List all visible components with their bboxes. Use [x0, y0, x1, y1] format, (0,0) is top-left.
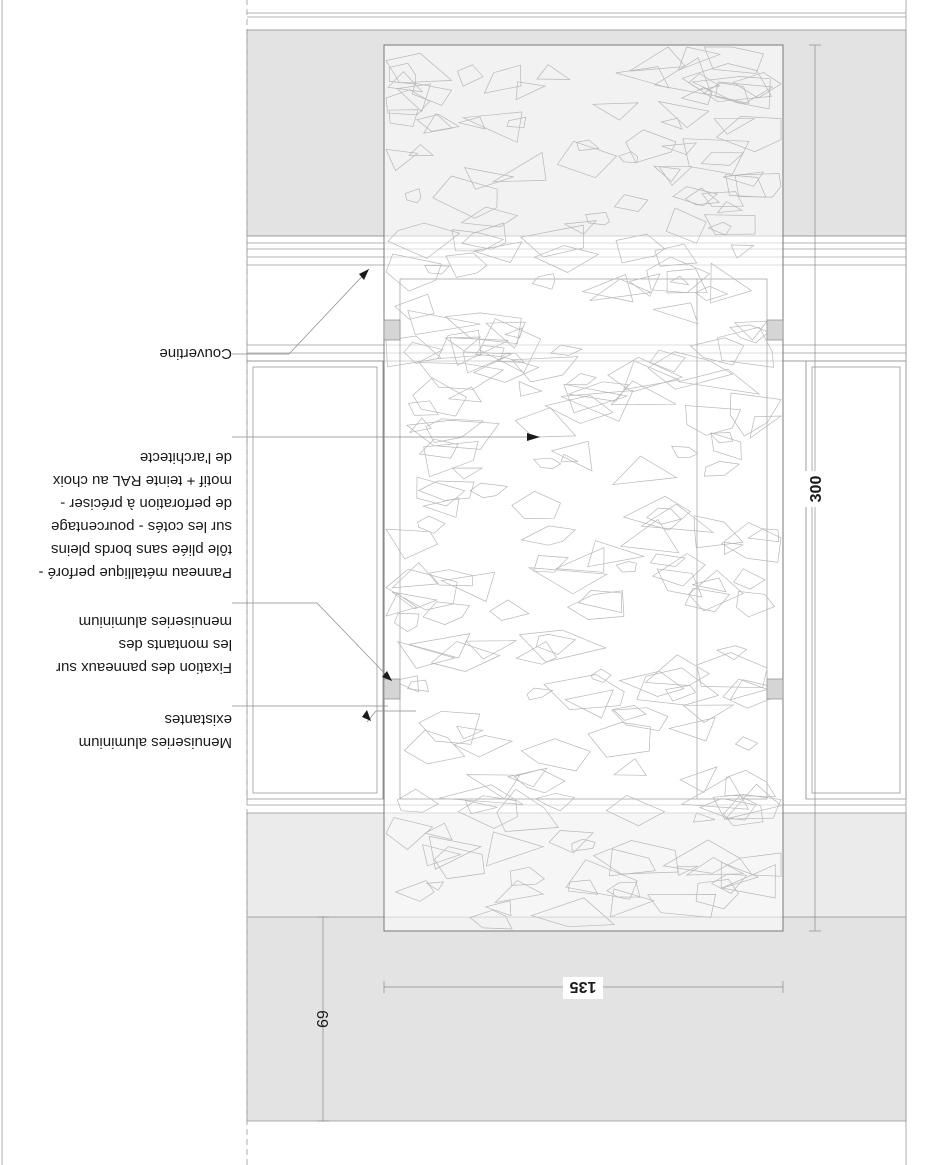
panel-outline	[384, 45, 783, 931]
fixation-bracket	[384, 679, 400, 699]
annotation-line: sur les cotés - pourcentage	[51, 518, 232, 535]
annotation-line: motif + teinte RAL au choix	[52, 472, 232, 489]
annotation-line: Fixation des panneaux sur	[56, 659, 232, 676]
annotation-line: existantes	[164, 711, 232, 728]
dim-sill-label: 69	[313, 1010, 330, 1028]
dim-height-label: 300	[808, 475, 825, 503]
annotation-line: de l'architecte	[139, 449, 232, 466]
wall-band-bottom	[247, 917, 906, 1121]
annotation-line: les montants des	[118, 636, 232, 653]
annotation-couvertine	[159, 345, 232, 362]
annotation-line: de perforation à préciser -	[60, 495, 232, 512]
annotation-line: Panneau métallique perforé -	[38, 564, 232, 581]
annotation-line: tôle pliée sans bords pleins	[51, 541, 232, 558]
fixation-bracket	[767, 679, 783, 699]
annotation-line: Couvertine	[159, 345, 232, 362]
dim-width-label: 135	[569, 978, 597, 995]
fixation-bracket	[767, 320, 783, 340]
perforated-panel	[384, 45, 783, 931]
annotation-line: menuiseries aluminium	[78, 613, 232, 630]
fixation-bracket	[384, 320, 400, 340]
annotation-line: Menuiseries aluminium	[78, 734, 232, 751]
